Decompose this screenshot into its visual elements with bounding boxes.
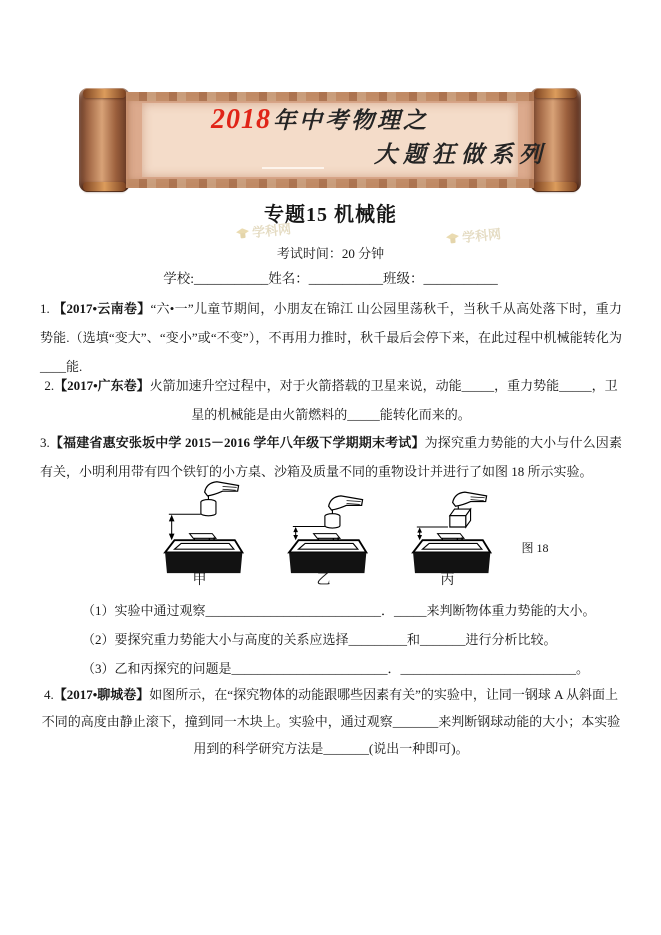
school-label: 学校: — [163, 271, 194, 286]
question-4 — [40, 681, 622, 762]
banner-year: 2018 — [211, 104, 271, 135]
sub-question-3: （3）乙和丙探究的问题是________________________．___________________________。 — [82, 661, 590, 676]
experiment-figure-yi — [273, 478, 373, 576]
exam-time: 考试时间：20 分钟 — [276, 246, 385, 261]
experiment-figure-bing — [397, 478, 497, 576]
question-1-body: “六•一”儿童节期间，小朋友在锦江 山公园里荡秋千，当秋千从高处落下时，重力势能.（选填“变大”、“变小”或“不变”），不再用力推时，秋千最后会停下来，在此过程中机械能转化为____能. — [40, 301, 622, 374]
banner-subtitle: 大题狂做系列 — [374, 142, 548, 167]
subfigure-bing — [397, 478, 497, 588]
question-3-source-tag: 【福建省惠安张坂中学 2015－2016 学年八年级下学期期末考试】 — [49, 435, 425, 450]
figure-label-yi: 乙 — [316, 573, 331, 588]
subfigure-yi — [273, 478, 373, 588]
subfigure-jia — [149, 478, 249, 588]
question-2 — [40, 371, 622, 429]
question-2-source-tag: 【2017•广东卷】 — [54, 378, 150, 393]
question-3-body: 为探究重力势能的大小与什么因素有关，小明利用带有四个铁钉的小方桌、沙箱及质量不同的重物设计并进行了如图 18 所示实验。 — [40, 435, 622, 479]
question-3-subquestions — [82, 596, 624, 683]
parchment-bottom-band — [126, 179, 534, 188]
question-1-number: 1. — [40, 301, 54, 316]
question-2-number: 2. — [44, 378, 55, 393]
experiment-figure-jia — [149, 478, 249, 576]
page-title: 专题15 机械能 — [264, 204, 397, 226]
class-label: 班级： — [383, 271, 424, 286]
question-4-number: 4. — [43, 687, 54, 702]
sub-question-1: （1）实验中通过观察___________________________．_____来判断物体重力势能的大小。 — [82, 603, 596, 618]
graduation-cap-icon — [235, 226, 249, 240]
question-4-source-tag: 【2017•聊城卷】 — [53, 687, 150, 702]
name-blank: ___________ — [308, 271, 383, 286]
parchment-top-band — [126, 92, 534, 101]
question-1 — [40, 294, 622, 381]
scroll-parchment — [126, 92, 548, 188]
question-2-body: 火箭加速升空过程中，对于火箭搭载的卫星来说，动能_____，重力势能_____，卫星的机械能是由火箭燃料的_____能转化而来的。 — [149, 378, 618, 422]
figure-label-bing: 丙 — [440, 573, 455, 588]
name-label: 姓名： — [268, 271, 309, 286]
figure-label-jia: 甲 — [192, 573, 207, 588]
watermark-text: 学科网 — [251, 221, 292, 241]
banner-title-line — [211, 102, 429, 136]
question-3-number: 3. — [40, 435, 50, 450]
class-blank: ___________ — [423, 271, 498, 286]
question-4-body: 如图所示，在“探究物体的动能跟哪些因素有关”的实验中，让同一钢球 A 从斜面上不同的高度由静止滚下，撞到同一木块上。实验中，通过观察_______来判断钢球动能的大小；本实验用到的科学研究方法是_______(说出一种即可)。 — [41, 687, 621, 756]
watermark-text: 学科网 — [461, 226, 502, 246]
sub-question-2: （2）要探究重力势能大小与高度的关系应选择_________和_______进行分析比较。 — [82, 632, 557, 647]
scroll-left-roller-icon — [79, 88, 130, 192]
school-blank: ___________ — [194, 271, 269, 286]
student-info-line — [0, 267, 661, 287]
figure-caption: 图 18 — [521, 541, 549, 555]
question-1-source-tag: 【2017•云南卷】 — [53, 301, 151, 316]
scroll-banner — [79, 88, 581, 192]
banner-title-rest: 年中考物理之 — [273, 108, 429, 133]
banner-underline — [262, 167, 324, 169]
figure-18 — [40, 478, 622, 588]
